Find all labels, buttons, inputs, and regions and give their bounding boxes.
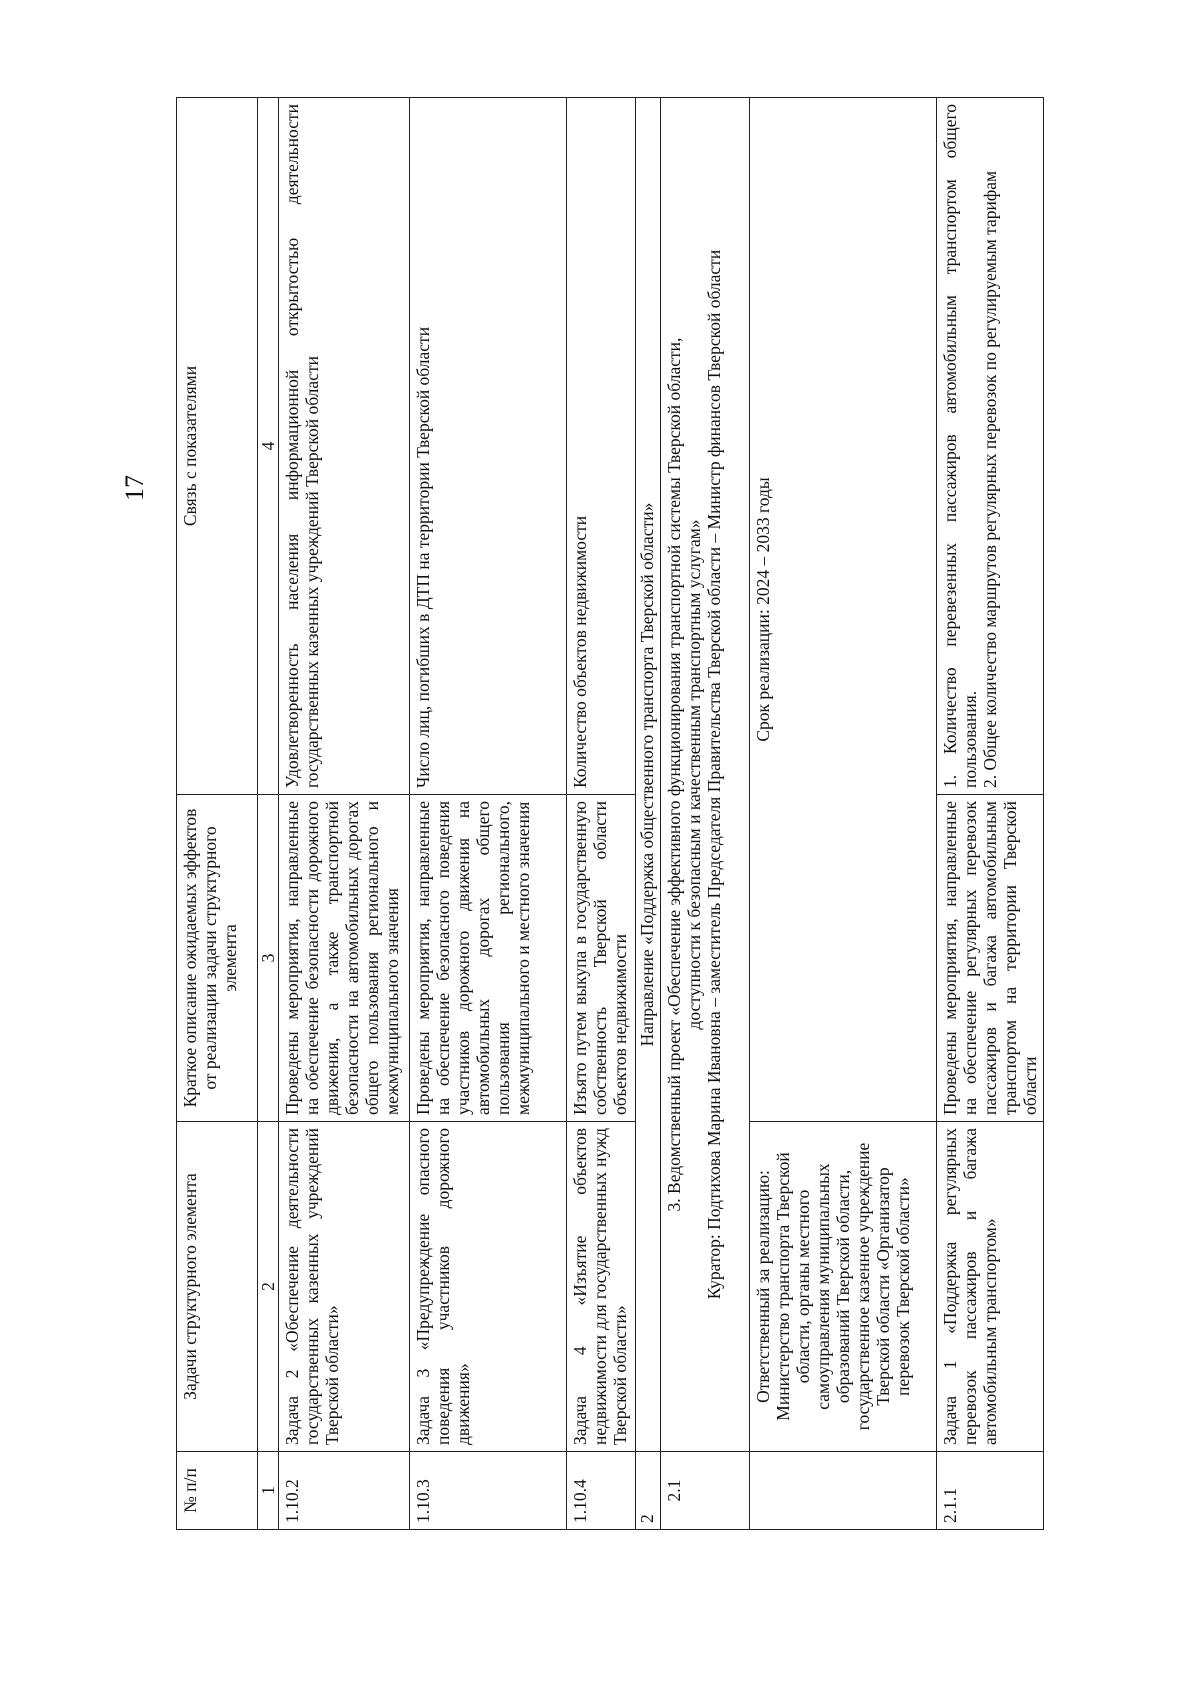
row-effect: Изъято путем выкупа в государственную собственность Тверской области объектов недвижимости <box>567 795 636 1122</box>
column-number: 3 <box>258 795 279 1122</box>
row-effect: Проведены мероприятия, направленные на обеспечение безопасного поведения участников дорожного движения на автомобильных дорогах общего пользования регионального, межмуниципального и местного значения <box>410 795 567 1122</box>
project-number: 2.1 <box>661 1452 750 1530</box>
row-number: 2.1.1 <box>937 1452 1044 1530</box>
responsible-label: Ответственный за реализацию: <box>753 1170 773 1403</box>
row-indicator <box>937 98 1044 795</box>
row-task: Задача 2 «Обеспечение деятельности государственных казенных учреждений Тверской области» <box>279 1122 410 1452</box>
row-indicator: Количество объектов недвижимости <box>567 98 636 795</box>
direction-row <box>636 98 661 1530</box>
responsible-empty-cell <box>750 1452 937 1530</box>
row-number: 1.10.3 <box>410 1452 567 1530</box>
table-row <box>410 98 567 1530</box>
column-number: 2 <box>258 1122 279 1452</box>
header-number: № п/п <box>177 1452 258 1530</box>
header-indicators: Связь с показателями <box>177 98 258 795</box>
implementation-period: Срок реализации: 2024 – 2033 годы <box>750 98 937 1122</box>
project-row <box>661 98 750 1530</box>
responsible-cell <box>750 1122 937 1452</box>
header-tasks: Задачи структурного элемента <box>177 1122 258 1452</box>
row-indicator: Удовлетворенность населения информационной открытостью деятельности государственных казенных учреждений Тверской области <box>279 98 410 795</box>
project-title-line-1: 3. Ведомственный проект «Обеспечение эффективного функционирования транспортной системы Тверской области, <box>664 337 684 1212</box>
row-effect: Проведены мероприятия, направленные на обеспечение регулярных перевозок пассажиров и багажа автомобильным транспортом на территории Тверской области <box>937 795 1044 1122</box>
row-number: 1.10.4 <box>567 1452 636 1530</box>
row-number: 1.10.2 <box>279 1452 410 1530</box>
direction-number: 2 <box>636 1452 661 1530</box>
page-number: 17 <box>120 475 149 501</box>
row-task: Задача 4 «Изъятие объектов недвижимости для государственных нужд Тверской области» <box>567 1122 636 1452</box>
table-header-row <box>177 98 258 1530</box>
direction-title: Направление «Поддержка общественного транспорта Тверской области» <box>636 98 661 1452</box>
responsible-row <box>750 98 937 1530</box>
column-number: 4 <box>258 98 279 795</box>
project-curator: Куратор: Подтихова Марина Ивановна – заместитель Председателя Правительства Тверской области – Министр финансов Тверской области <box>704 249 724 1300</box>
project-title-line-2: доступности к безопасным и качественным транспортным услугам» <box>684 519 704 1030</box>
table-row <box>279 98 410 1530</box>
indicator-item: 1. Количество перевезенных пассажиров автомобильным транспортом общего пользования. <box>940 104 980 788</box>
rotated-table-container <box>176 98 1052 1530</box>
row-indicator: Число лиц, погибших в ДТП на территории Тверской области <box>410 98 567 795</box>
header-effects: Краткое описание ожидаемых эффектов от реализации задачи структурного элемента <box>177 795 258 1122</box>
structural-element-table <box>176 97 1044 1530</box>
project-description <box>661 98 750 1452</box>
table-row <box>567 98 636 1530</box>
row-task: Задача 3 «Предупреждение опасного поведения участников дорожного движения» <box>410 1122 567 1452</box>
responsible-text: Министерство транспорта Тверской области, органы местного самоуправления муниципальных образований Тверской области, государственное казенное учреждение Тверской области «Организатор перевозок Тверской области» <box>773 1142 913 1431</box>
column-number-row <box>258 98 279 1530</box>
row-effect: Проведены мероприятия, направленные на обеспечение безопасности дорожного движения, а также транспортной безопасности на автомобильных дорогах общего пользования регионального и межмуниципального значения <box>279 795 410 1122</box>
row-task: Задача 1 «Поддержка регулярных перевозок пассажиров и багажа автомобильным транспортом» <box>937 1122 1044 1452</box>
indicator-item: 2. Общее количество маршрутов регулярных перевозок по регулируемым тарифам <box>980 170 1000 788</box>
table-row <box>937 98 1044 1530</box>
column-number: 1 <box>258 1452 279 1530</box>
